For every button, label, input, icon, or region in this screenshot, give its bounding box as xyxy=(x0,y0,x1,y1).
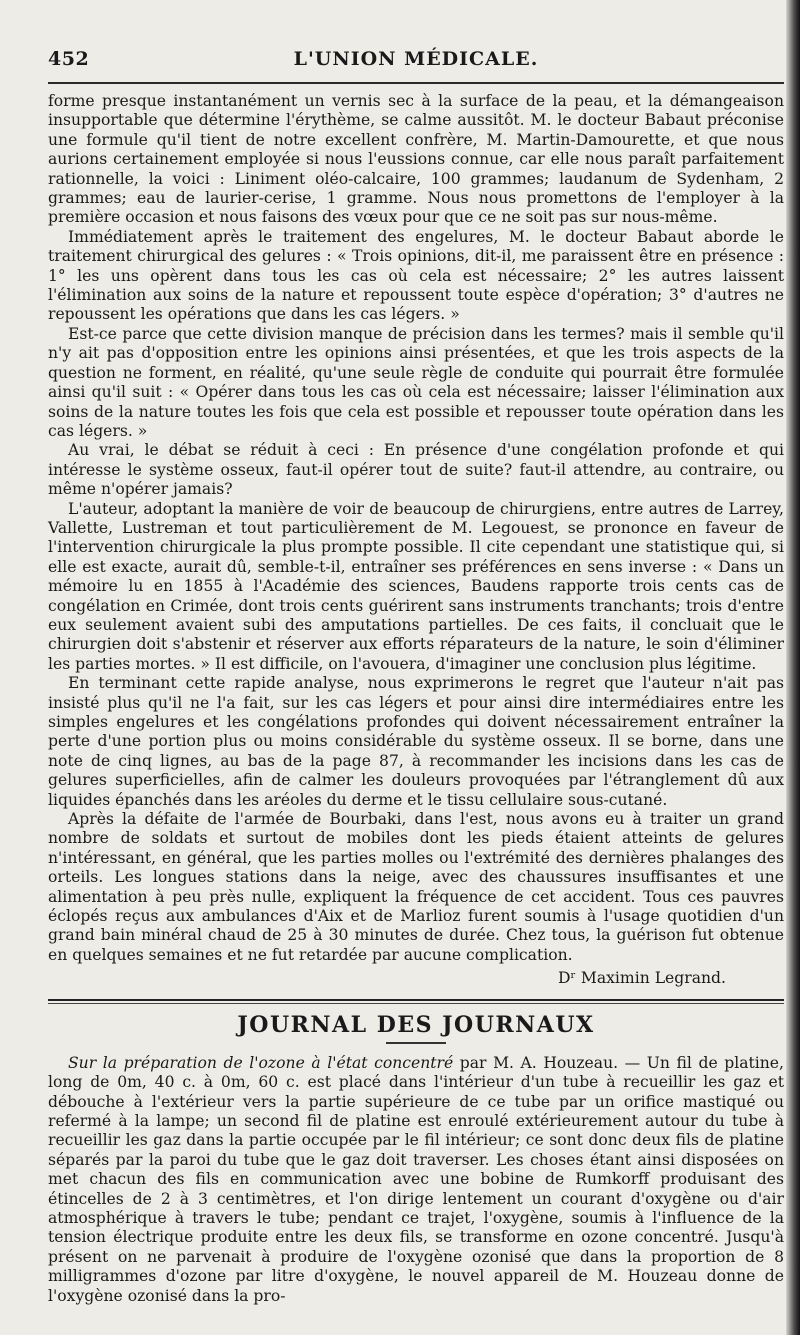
paragraph-7: Après la défaite de l'armée de Bourbaki, dans l'est, nous avons eu à traiter un grand nombre de soldats et surtout de mobiles dont les pieds étaient atteints de gelures n'intéressant, en général, que les parties molles ou l'extrémité des dernières phalanges des orteils. Les longues stations dans la neige, avec des chaussures insuffisantes et une alimentation à peu près nulle, expliquent la fréquence de cet accident. Tous ces pauvres éclopés reçus aux ambulances d'Aix et de Marlioz furent soumis à l'usage quotidien d'un grand bain minéral chaud de 25 à 30 minutes de durée. Chez tous, la guérison fut obtenue en quelques semaines et ne fut retardée par aucune complication. xyxy=(48,810,784,964)
paragraph-2: Immédiatement après le traitement des engelures, M. le docteur Babaut aborde le traitement chirurgical des gelures : « Trois opinions, dit-il, me paraissent être en présence : 1° les uns opèrent dans tous les cas où cela est nécessaire; 2° les autres laissent l'élimination aux soins de la nature et repoussent toute espèce d'opération; 3° d'autres ne repoussent les opérations que dans les cas légers. » xyxy=(48,227,784,324)
article-text: — Un fil de platine, long de 0m, 40 c. à 0m, 60 c. est placé dans l'intérieur d'un tube à recueillir les gaz et débouche à l'extérieur vers la partie supérieure de ce tube par un orifice mastiqué ou refermé à la lampe; un second fil de platine est enroulé extérieurement autour du tube à recueillir les gaz dans la partie occupée par le fil intérieur; ce sont donc deux fils de platine séparés par la paroi du tube que le gaz doit traverser. Les choses étant ainsi disposées on met chacun des fils en communication avec une bobine de Rumkorff produisant des étincelles de 2 à 3 centimètres, et l'on dirige lentement un courant d'oxygène ou d'air atmosphérique à travers le tube; pendant ce trajet, l'oxygène, soumis à l'influence de la tension électrique produite entre les deux fils, se transforme en ozone concentré. Jusqu'à présent on ne parvenait à produire de l'oxygène ozonisé que dans la proportion de 8 milligrammes d'ozone par litre d'oxygène, le nouvel appareil de M. Houzeau donne de l'oxygène ozonisé dans la pro- xyxy=(48,1053,784,1305)
page-number: 452 xyxy=(48,48,90,70)
paragraph-5: L'auteur, adoptant la manière de voir de beaucoup de chirurgiens, entre autres de Larrey, Vallette, Lustreman et tout particulièrement de M. Legouest, se prononce en faveur de l'intervention chirurgicale la plus prompte possible. Il cite cependant une statistique qui, si elle est exacte, aurait dû, semble-t-il, entraîner ses préférences en sens inverse : « Dans un mémoire lu en 1855 à l'Académie des sciences, Baudens rapporte trois cents cas de congélation en Crimée, dont trois cents guérirent sans instruments tranchants; trois d'entre eux seulement avaient subi des amputations partielles. De ces faits, il concluait que le chirurgien doit s'abstenir et réserver aux efforts réparateurs de la nature, le soin d'éliminer les parties mortes. » Il est difficile, on l'avouera, d'imaginer une conclusion plus légitime. xyxy=(48,499,784,673)
book-spine-shadow xyxy=(786,0,800,1335)
running-title: L'UNION MÉDICALE. xyxy=(293,48,539,70)
section-rule-thin xyxy=(48,1003,784,1004)
article-paragraph xyxy=(48,1054,784,1306)
section-rule xyxy=(48,999,784,1001)
paragraph-1: forme presque instantanément un vernis sec à la surface de la peau, et la démangeaison insupportable que détermine l'érythème, se calme aussitôt. M. le docteur Babaut préconise une formule qu'il tient de notre excellent confrère, M. Martin-Damourette, et que nous aurions certainement employée si nous l'eussions connue, car elle nous paraît parfaitement rationnelle, la voici : Liniment oléo-calcaire, 100 grammes; laudanum de Sydenham, 2 grammes; eau de laurier-cerise, 1 gramme. Nous nous promettons de l'employer à la première occasion et nous faisons des vœux pour que ce ne soit pas sur nous-même. xyxy=(48,92,784,227)
paragraph-6: En terminant cette rapide analyse, nous exprimerons le regret que l'auteur n'ait pas insisté plus qu'il ne l'a fait, sur les cas légers et pour ainsi dire intermédiaires entre les simples engelures et les congélations profondes qui doivent nécessairement entraîner la perte d'une portion plus ou moins considérable du système osseux. Il se borne, dans une note de cinq lignes, au bas de la page 87, à recommander les incisions dans les cas de gelures superficielles, afin de calmer les douleurs provoquées par l'étranglement dû aux liquides épanchés dans les aréoles du derme et le tissu cellulaire sous-cutané. xyxy=(48,674,784,809)
section-ornament xyxy=(386,1042,446,1044)
paragraph-3: Est-ce parce que cette division manque de précision dans les termes? mais il semble qu'il n'y ait pas d'opposition entre les opinions ainsi présentées, et que les trois aspects de la question ne forment, en réalité, qu'une seule règle de conduite qui pourrait être formulée ainsi qu'il suit : « Opérer dans tous les cas où cela est nécessaire; laisser l'élimination aux soins de la nature toutes les fois que cela est possible et repousser toute opération dans les cas légers. » xyxy=(48,324,784,440)
author-signature: Dʳ Maximin Legrand. xyxy=(558,969,726,988)
page-body xyxy=(48,92,784,1306)
article-author: par M. A. Houzeau. xyxy=(459,1053,619,1072)
header-rule xyxy=(48,82,784,84)
section-title: JOURNAL DES JOURNAUX xyxy=(237,1011,595,1038)
page-header xyxy=(48,48,784,78)
paragraph-4: Au vrai, le débat se réduit à ceci : En présence d'une congélation profonde et qui intéresse le système osseux, faut-il opérer tout de suite? faut-il attendre, au contraire, ou même n'opérer jamais? xyxy=(48,441,784,499)
article-title: Sur la préparation de l'ozone à l'état concentré xyxy=(68,1053,454,1072)
